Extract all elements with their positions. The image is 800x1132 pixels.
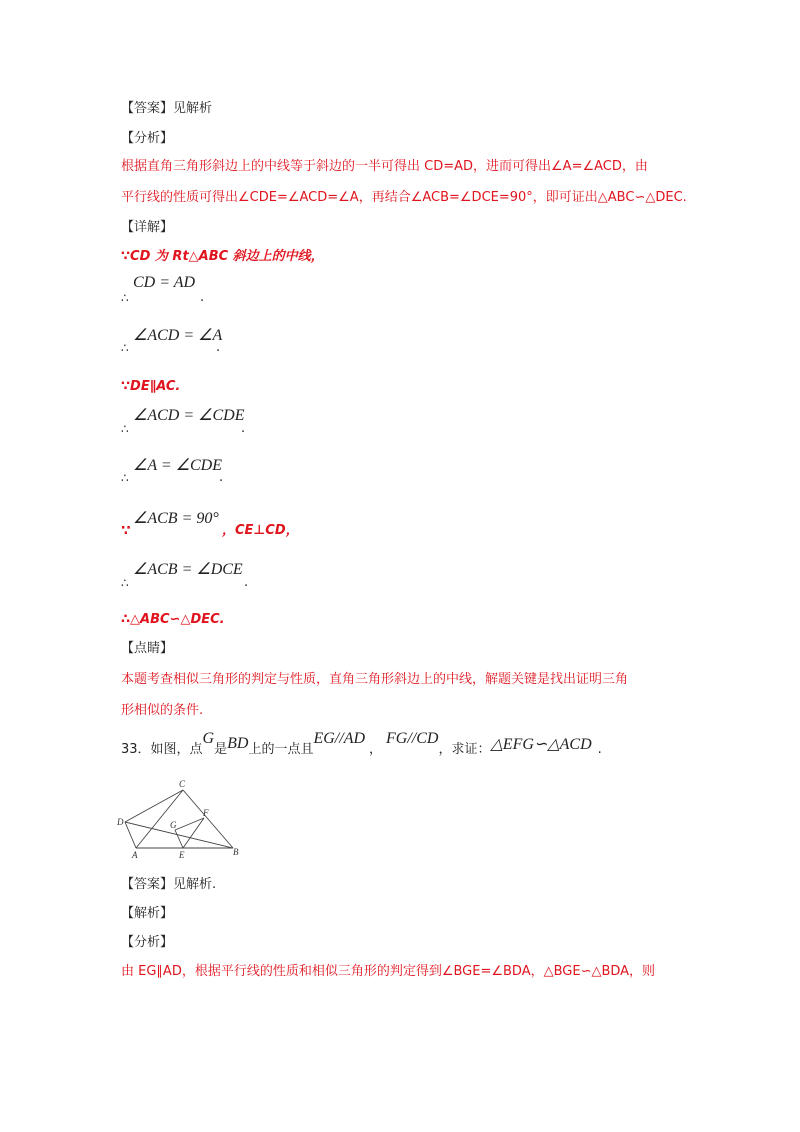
therefore-symbol: ∴: [121, 576, 129, 590]
because-symbol: ∵: [121, 523, 131, 539]
because-de-parallel-ac: ∵DE∥AC.: [121, 379, 181, 394]
question-33: [121, 730, 602, 759]
analysis-heading: 【分析】: [121, 131, 174, 146]
comma: ，: [369, 742, 383, 757]
equation-acd-a: ∠ACD = ∠A: [133, 327, 223, 344]
therefore-symbol: ∴: [121, 341, 129, 355]
segment-db: [125, 822, 233, 848]
therefore-symbol: ∴: [121, 291, 129, 305]
period: .: [219, 470, 224, 485]
equation-acb-90: ∠ACB = 90°: [133, 510, 219, 527]
segment-ac: [136, 790, 183, 848]
segment-eg: [175, 830, 183, 848]
segment-da: [125, 822, 136, 848]
comment-heading: 【点睛】: [121, 641, 174, 656]
fg-parallel-cd: FG//CD: [386, 730, 439, 747]
segment-bd: BD: [227, 735, 249, 752]
analysis-text-2: 平行线的性质可得出∠CDE=∠ACD=∠A，再结合∠ACB=∠DCE=90°，即可证出△ABC∽△DEC.: [121, 190, 687, 205]
equation-cd-ad: CD = AD: [133, 274, 196, 291]
period: .: [597, 742, 602, 757]
answer-line-2: 【答案】见解析.: [121, 877, 217, 892]
period: .: [216, 340, 221, 355]
prove-label: ，求证：: [438, 742, 491, 757]
segment-cb: [183, 790, 233, 848]
segment-dc: [125, 790, 183, 822]
comment-text-1: 本题考查相似三角形的判定与性质，直角三角形斜边上的中线，解题关键是找出证明三角: [121, 672, 629, 687]
label-g: G: [170, 820, 177, 830]
detail-heading: 【详解】: [121, 220, 174, 235]
ce-perp-cd: ，CE⊥CD，: [222, 523, 299, 538]
analysis-text-1: 根据直角三角形斜边上的中线等于斜边的一半可得出 CD=AD，进而可得出∠A=∠ACD，由: [121, 159, 648, 174]
equation-acd-cde: ∠ACD = ∠CDE: [133, 407, 245, 424]
analysis-heading-2: 【分析】: [121, 935, 174, 950]
question-is: 是: [214, 742, 228, 757]
equation-acb-dce: ∠ACB = ∠DCE: [133, 561, 243, 578]
label-e: E: [179, 850, 185, 860]
eg-parallel-ad: EG//AD: [313, 730, 366, 747]
period: .: [244, 575, 249, 590]
comment-text-2: 形相似的条件.: [121, 703, 204, 718]
label-c: C: [179, 779, 186, 789]
explain-heading: 【解析】: [121, 906, 174, 921]
label-d: D: [117, 817, 124, 827]
because-cd-median: ∵CD 为 Rt△ABC 斜边上的中线，: [121, 249, 324, 264]
equation-a-cde: ∠A = ∠CDE: [133, 457, 222, 474]
analysis-text-2-1: 由 EG∥AD，根据平行线的性质和相似三角形的判定得到∠BGE=∠BDA，△BGE∽△BDA，则: [121, 964, 656, 979]
geometry-figure: [115, 778, 245, 863]
point-g: G: [202, 730, 215, 747]
answer-line: 【答案】见解析: [121, 101, 213, 116]
therefore-symbol: ∴: [121, 471, 129, 485]
period: .: [200, 290, 205, 305]
label-b: B: [233, 847, 239, 857]
similar-claim: △EFG∽△ACD: [490, 736, 592, 753]
period: .: [241, 421, 246, 436]
label-a: A: [132, 850, 138, 860]
conclusion-similar: ∴△ABC∽△DEC.: [121, 612, 225, 627]
question-prefix: 33．如图，点: [121, 742, 203, 757]
question-mid: 上的一点且: [248, 742, 314, 757]
label-f: F: [203, 808, 209, 818]
therefore-symbol: ∴: [121, 422, 129, 436]
